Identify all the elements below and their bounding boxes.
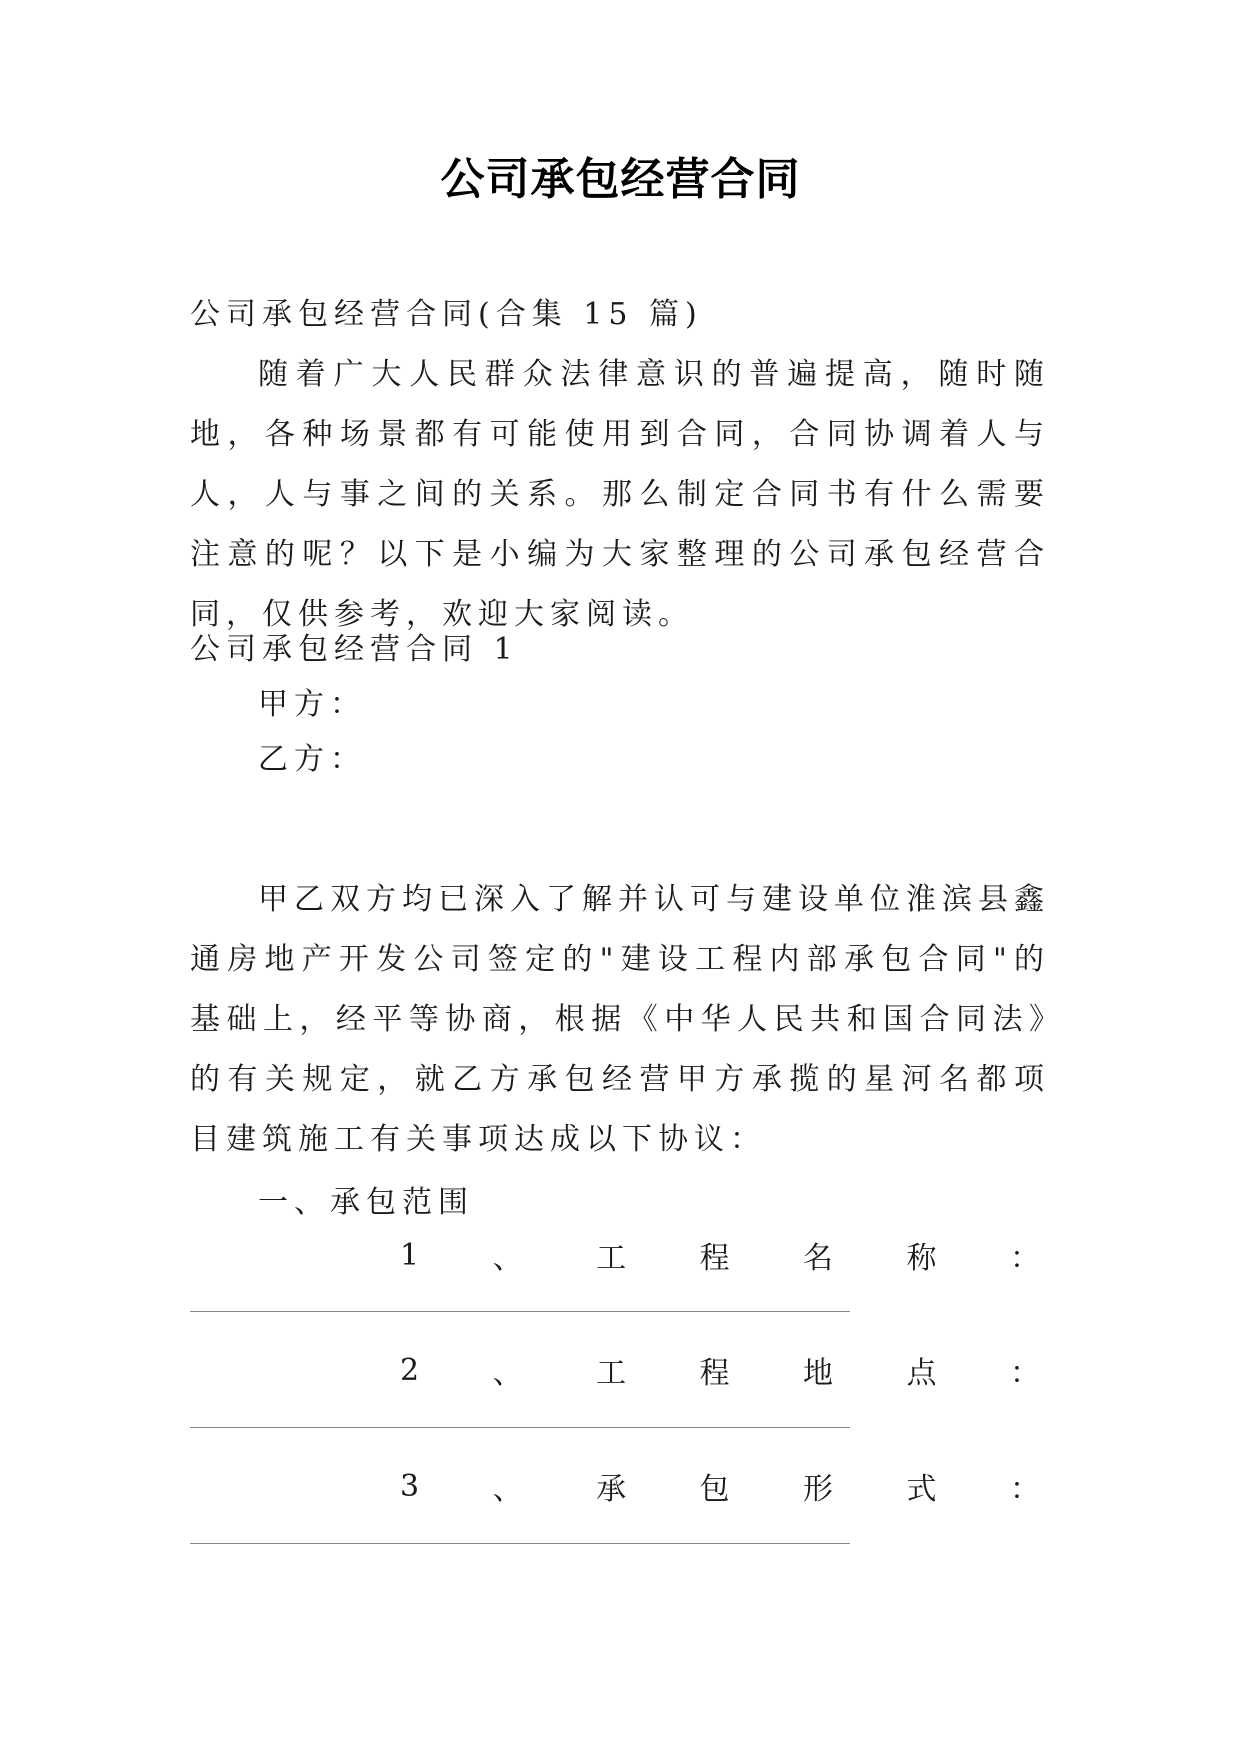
clause-heading: 一、承包范围 xyxy=(258,1185,474,1220)
field-char: ： xyxy=(1010,1472,1040,1507)
field-char: 、 xyxy=(492,1241,523,1276)
field-char: 包 xyxy=(699,1472,730,1507)
field-char: 称 xyxy=(906,1241,937,1276)
party-a-label: 甲方： xyxy=(258,687,366,722)
field-char: 1 xyxy=(400,1237,420,1273)
field-char: 、 xyxy=(492,1356,523,1391)
field-char: 程 xyxy=(699,1356,730,1391)
field-char: 承 xyxy=(596,1472,627,1507)
field-char: 形 xyxy=(803,1472,834,1507)
main-paragraph: 甲乙双方均已深入了解并认可与建设单位淮滨县鑫通房地产开发公司签定的"建设工程内部承包合同"的基础上，经平等协商，根据《中华人民共和国合同法》的有关规定，就乙方承包经营甲方承揽的星河名都项目建筑施工有关事项达成以下协议： xyxy=(190,882,1050,1157)
field-char: 2 xyxy=(400,1352,420,1388)
intro-paragraph: 随着广大人民群众法律意识的普遍提高，随时随地，各种场景都有可能使用到合同，合同协调着人与人，人与事之间的关系。那么制定合同书有什么需要注意的呢？以下是小编为大家整理的公司承包经营合同，仅供参考，欢迎大家阅读。 xyxy=(190,357,1050,632)
field-char: 地 xyxy=(803,1356,834,1391)
field-char: 工 xyxy=(596,1356,627,1391)
field-char: 程 xyxy=(699,1241,730,1276)
party-b-label: 乙方： xyxy=(258,742,366,777)
collection-lead: 公司承包经营合同(合集 15 篇) xyxy=(190,297,703,332)
blank-fill-line xyxy=(190,1311,850,1312)
field-row-project-name xyxy=(400,1225,1040,1285)
section-heading: 公司承包经营合同 1 xyxy=(190,632,519,667)
field-row-project-location xyxy=(400,1340,1040,1400)
field-char: 名 xyxy=(803,1241,834,1276)
field-char: ： xyxy=(1010,1241,1040,1276)
field-char: 式 xyxy=(906,1472,937,1507)
field-char: 3 xyxy=(400,1468,420,1504)
field-char: 工 xyxy=(596,1241,627,1276)
document-title: 公司承包经营合同 xyxy=(440,154,801,205)
blank-fill-line xyxy=(190,1543,850,1544)
field-row-contract-form xyxy=(400,1456,1040,1516)
field-char: 点 xyxy=(906,1356,937,1391)
field-char: ： xyxy=(1010,1356,1040,1391)
field-char: 、 xyxy=(492,1472,523,1507)
blank-fill-line xyxy=(190,1427,850,1428)
